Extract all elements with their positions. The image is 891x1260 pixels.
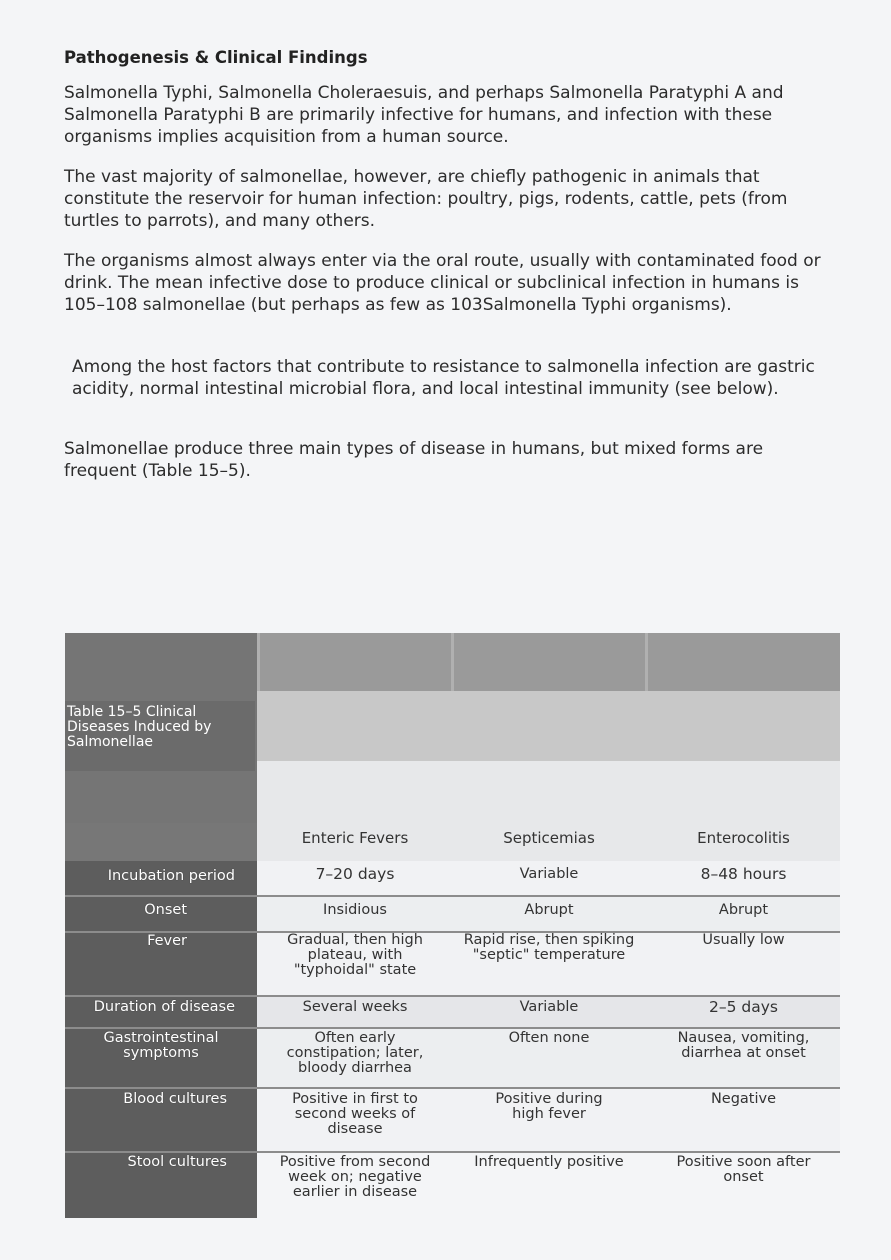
row-label-gi-symptoms: Gastrointestinal symptoms <box>65 1029 257 1087</box>
section-heading: Pathogenesis & Clinical Findings <box>64 48 368 67</box>
table-cell: Abrupt <box>718 902 769 918</box>
table-cell: Gradual, then high plateau, with "typhoidal" state <box>287 932 423 978</box>
paragraph-1: Salmonella Typhi, Salmonella Choleraesuis, and perhaps Salmonella Paratyphi A and Salmonella Paratyphi B are primarily infective for humans, and infection with these organisms implies acquisition from a human source. <box>64 83 784 147</box>
paragraph-3: The organisms almost always enter via the oral route, usually with contaminated food or drink. The mean infective dose to produce clinical or subclinical infection in humans is 105–108 salmonellae (but perhaps as few as 103Salmonella Typhi organisms). <box>64 251 821 315</box>
table-cell: Positive during high fever <box>495 1091 603 1122</box>
table-cell: Several weeks <box>302 999 408 1015</box>
column-header-enterocolitis: Enterocolitis <box>697 829 790 847</box>
table-cell: Insidious <box>323 902 387 918</box>
table-cell: Variable <box>519 866 579 882</box>
table-cell: Negative <box>710 1091 777 1107</box>
table-cell: 7–20 days <box>315 865 395 883</box>
table-row <box>65 861 840 895</box>
column-header-row <box>65 823 840 861</box>
table-cell: Variable <box>519 999 579 1015</box>
row-label-fever: Fever <box>65 933 257 995</box>
table-cell: Positive from second week on; negative earlier in disease <box>279 1154 431 1200</box>
table-cell: Often none <box>508 1030 590 1046</box>
table-row <box>65 897 840 931</box>
row-label-stool-cultures: Stool cultures <box>65 1153 257 1218</box>
column-header-septicemias: Septicemias <box>503 829 595 847</box>
table-cell: Positive soon after onset <box>676 1154 811 1185</box>
table-cell: 8–48 hours <box>700 865 787 883</box>
table-cell: Rapid rise, then spiking "septic" temperature <box>463 932 635 963</box>
paragraph-2: The vast majority of salmonellae, however, are chiefly pathogenic in animals that constitute the reservoir for human infection: poultry, pigs, rodents, cattle, pets (from turtles to parrots), and many others. <box>64 167 788 231</box>
table-cell: Usually low <box>702 932 785 948</box>
row-label-blood-cultures: Blood cultures <box>65 1089 257 1151</box>
paragraph-4: Among the host factors that contribute to resistance to salmonella infection are gastric acidity, normal intestinal microbial flora, and local intestinal immunity (see below). <box>72 357 815 399</box>
table-cell: Often early constipation; later, bloody diarrhea <box>286 1030 424 1076</box>
clinical-diseases-table <box>65 633 840 1218</box>
row-label-incubation: Incubation period <box>65 861 257 895</box>
table-row <box>65 1029 840 1087</box>
table-cell: Positive in first to second weeks of disease <box>292 1091 418 1137</box>
table-row <box>65 997 840 1027</box>
table-row <box>65 1153 840 1218</box>
column-header-enteric: Enteric Fevers <box>301 829 409 847</box>
table-cell: Infrequently positive <box>474 1154 624 1170</box>
table-row <box>65 1089 840 1151</box>
table-cell: Nausea, vomiting, diarrhea at onset <box>677 1030 810 1061</box>
table-caption: Table 15–5 Clinical Diseases Induced by Salmonellae <box>65 701 255 771</box>
table-row <box>65 933 840 995</box>
table-cell: 2–5 days <box>709 998 778 1016</box>
paragraph-5: Salmonellae produce three main types of disease in humans, but mixed forms are frequent (Table 15–5). <box>64 439 764 481</box>
row-label-duration: Duration of disease <box>65 997 257 1027</box>
table-cell: Abrupt <box>524 902 574 918</box>
row-label-onset: Onset <box>65 897 257 931</box>
